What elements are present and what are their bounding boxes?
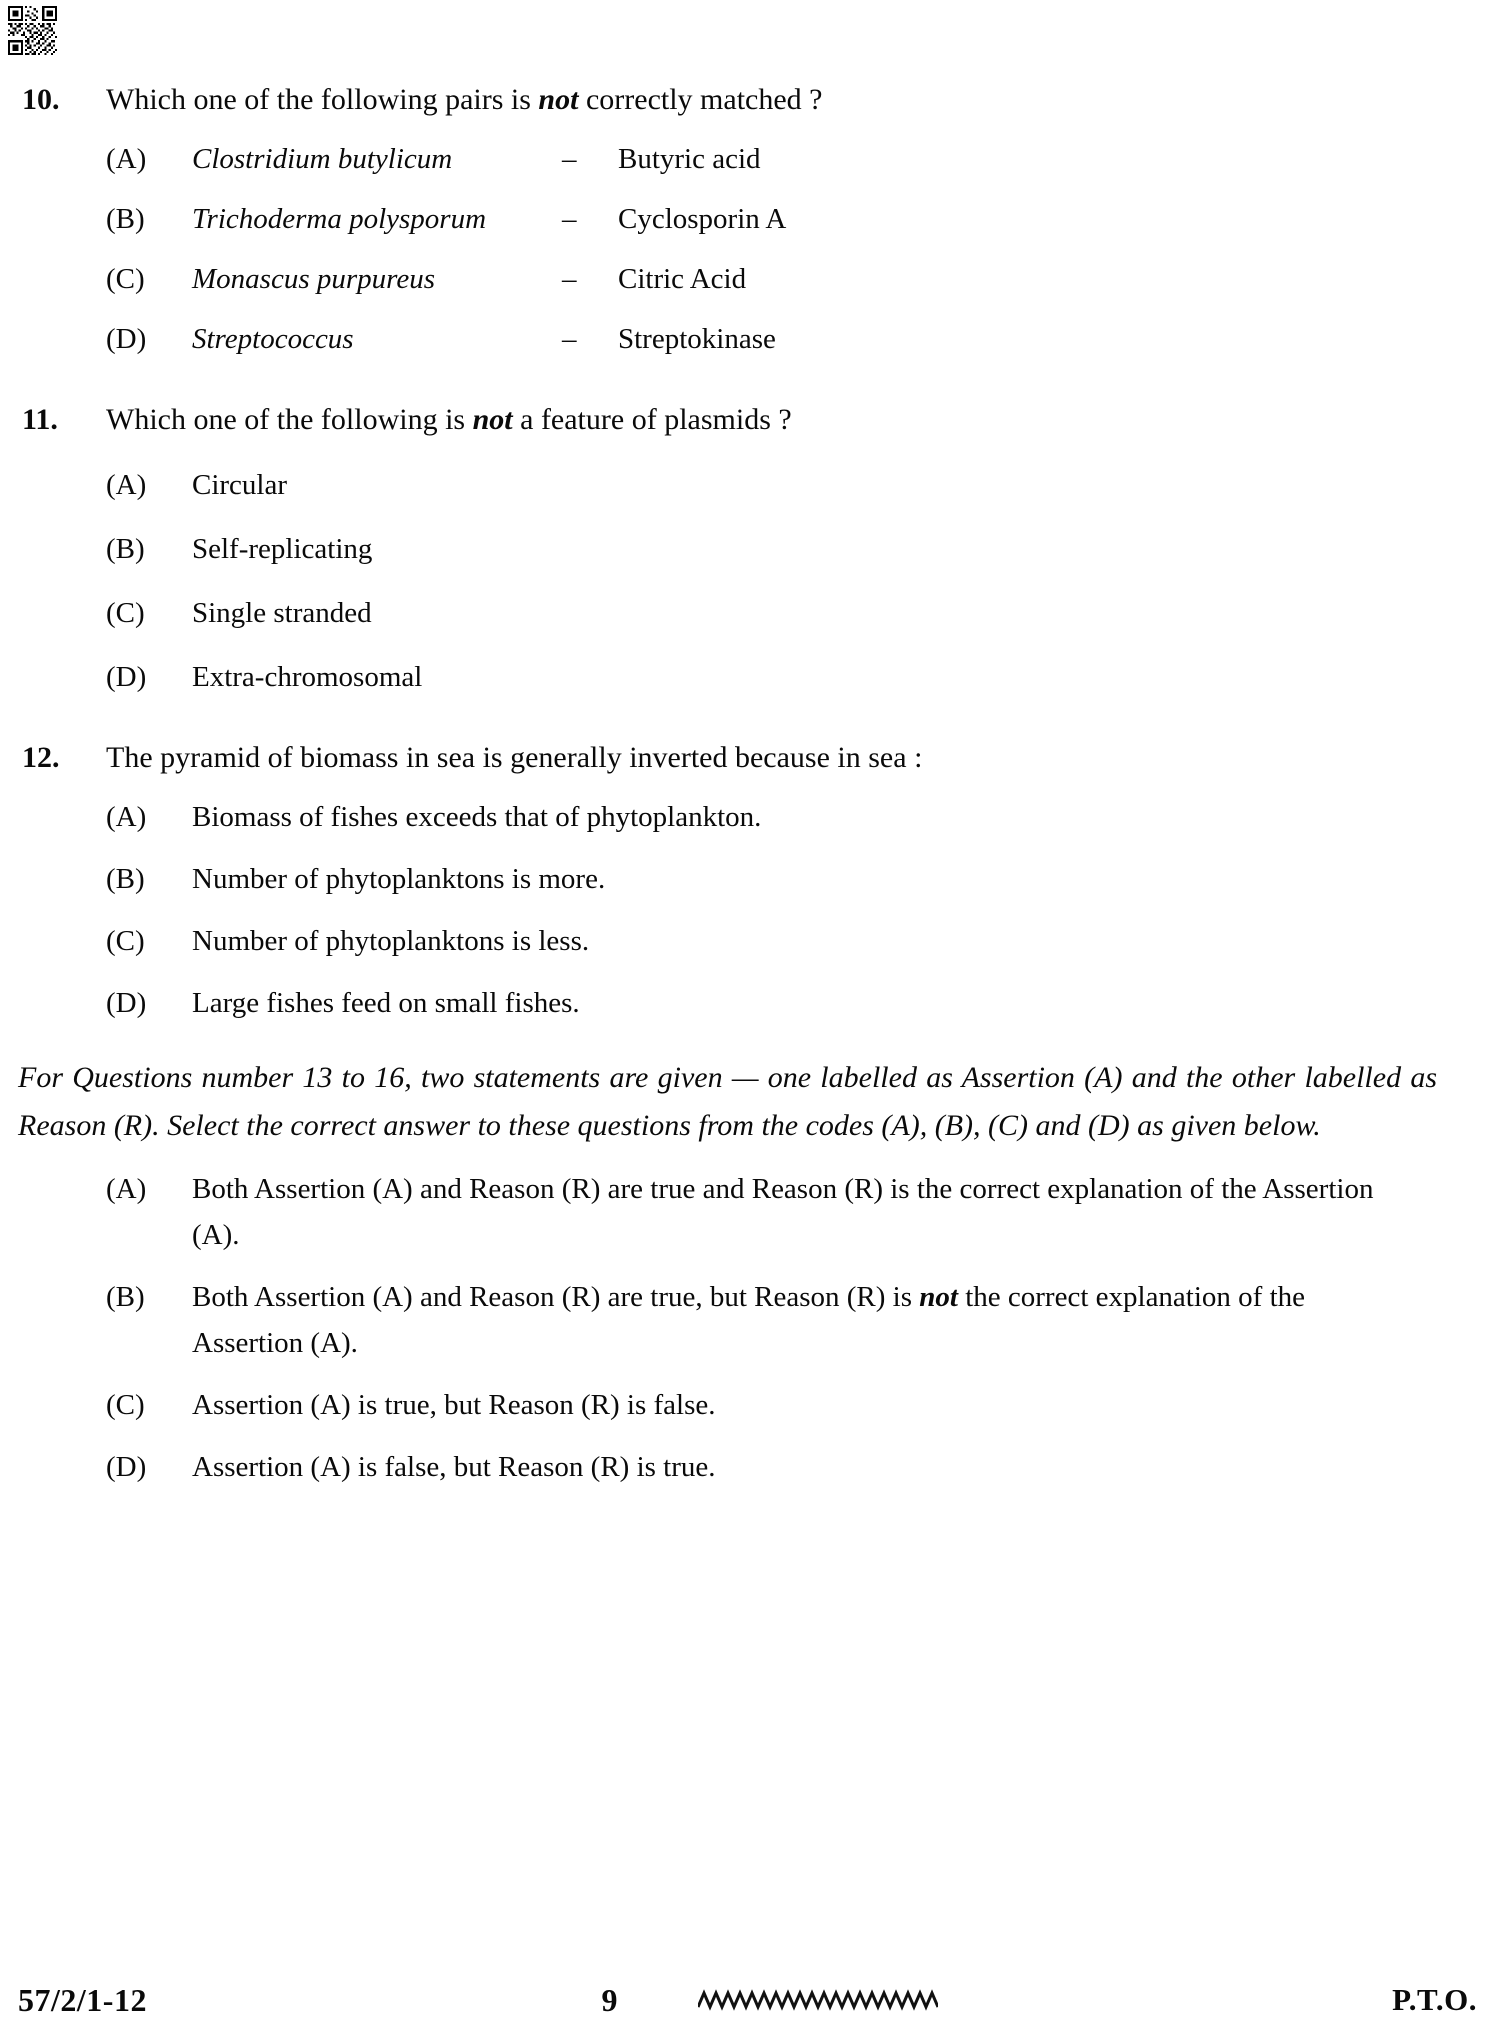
question-stem-row <box>18 736 1445 780</box>
question-stem <box>106 398 1445 442</box>
question-block-11 <box>18 398 1445 698</box>
option-product: Butyric acid <box>618 143 761 175</box>
question-number: 11. <box>22 403 58 436</box>
code-text-part-1: Assertion (A) is false, but Reason (R) is true. <box>192 1451 716 1483</box>
code-option-text <box>192 1382 1445 1428</box>
option-row[interactable] <box>18 528 1445 570</box>
code-option-text <box>192 1274 1445 1366</box>
option-label: (D) <box>106 987 147 1019</box>
option-label: (B) <box>106 203 145 235</box>
qr-code-icon <box>8 6 70 68</box>
option-product: Citric Acid <box>618 263 747 295</box>
question-list <box>0 78 1505 1506</box>
option-row[interactable] <box>18 858 1445 900</box>
option-row[interactable] <box>18 982 1445 1024</box>
code-option-row[interactable] <box>18 1382 1445 1428</box>
option-label: (C) <box>106 263 145 295</box>
pair-dash: – <box>562 263 577 295</box>
code-text-emphasis: not <box>919 1281 958 1313</box>
pair-dash: – <box>562 323 577 355</box>
question-stem-row <box>18 78 1445 122</box>
code-option-label: (A) <box>106 1173 147 1205</box>
option-label: (D) <box>106 323 147 355</box>
option-label: (D) <box>106 661 147 693</box>
option-organism: Trichoderma polysporum <box>192 203 487 235</box>
code-option-row[interactable] <box>18 1444 1445 1490</box>
code-option-label: (C) <box>106 1389 145 1421</box>
option-organism: Monascus purpureus <box>192 263 436 295</box>
option-row[interactable] <box>18 920 1445 962</box>
option-label: (C) <box>106 925 145 957</box>
option-text: Single stranded <box>192 597 372 629</box>
options-11 <box>18 464 1445 698</box>
code-option-text <box>192 1444 1445 1490</box>
stem-part-1: Which one of the following is <box>106 403 473 436</box>
stem-emphasis: not <box>472 403 513 436</box>
option-product: Cyclosporin A <box>618 203 787 235</box>
assertion-reason-instruction: For Questions number 13 to 16, two statements are given — one labelled as Assertion (A) and the other labelled as Reason (R). Select the correct answer to these questions from the codes (A), (B), (C) and (D) as given below. <box>18 1061 1437 1142</box>
zigzag-rule-icon <box>698 1987 938 2013</box>
option-label: (A) <box>106 143 147 175</box>
option-label: (A) <box>106 801 147 833</box>
code-option-row[interactable] <box>18 1166 1445 1258</box>
option-row[interactable] <box>18 464 1445 506</box>
option-label: (A) <box>106 469 147 501</box>
option-row[interactable] <box>18 318 1445 360</box>
question-block-12 <box>18 736 1445 1024</box>
code-text-part-1: Both Assertion (A) and Reason (R) are true and Reason (R) is the correct explanation of the Assertion (A). <box>192 1173 1374 1251</box>
question-stem <box>106 736 1445 780</box>
question-stem-row <box>18 398 1445 442</box>
option-text: Circular <box>192 469 288 501</box>
question-block-10 <box>18 78 1445 360</box>
option-row[interactable] <box>18 796 1445 838</box>
stem-part-2: correctly matched ? <box>578 83 823 116</box>
code-option-label: (B) <box>106 1281 145 1313</box>
code-option-text <box>192 1166 1445 1258</box>
code-option-label: (D) <box>106 1451 147 1483</box>
page-footer <box>0 1972 1505 2028</box>
option-row[interactable] <box>18 656 1445 698</box>
option-row[interactable] <box>18 198 1445 240</box>
option-label: (C) <box>106 597 145 629</box>
question-stem <box>106 78 1445 122</box>
code-option-row[interactable] <box>18 1274 1445 1366</box>
page-number: 9 <box>601 1981 618 2018</box>
option-text: Biomass of fishes exceeds that of phytoplankton. <box>192 801 762 833</box>
option-row[interactable] <box>18 138 1445 180</box>
option-product: Streptokinase <box>618 323 776 355</box>
option-row[interactable] <box>18 258 1445 300</box>
code-options-list <box>18 1166 1445 1490</box>
stem-part-2: a feature of plasmids ? <box>512 403 792 436</box>
option-text: Large fishes feed on small fishes. <box>192 987 580 1019</box>
option-organism: Clostridium butylicum <box>192 143 453 175</box>
option-text: Self-replicating <box>192 533 373 565</box>
option-row[interactable] <box>18 592 1445 634</box>
question-number: 10. <box>22 83 60 116</box>
options-12 <box>18 796 1445 1024</box>
options-10 <box>18 138 1445 360</box>
code-text-part-1: Assertion (A) is true, but Reason (R) is false. <box>192 1389 716 1421</box>
code-text-part-2: the correct explanation of the Assertion (A). <box>192 1281 1306 1359</box>
paper-code: 57/2/1-12 <box>18 1981 147 2018</box>
option-text: Number of phytoplanktons is less. <box>192 925 590 957</box>
code-text-part-1: Both Assertion (A) and Reason (R) are true, but Reason (R) is <box>192 1281 920 1313</box>
option-text: Extra-chromosomal <box>192 661 423 693</box>
stem-part-1: The pyramid of biomass in sea is generally inverted because in sea : <box>106 741 923 774</box>
pair-dash: – <box>562 203 577 235</box>
option-label: (B) <box>106 533 145 565</box>
option-label: (B) <box>106 863 145 895</box>
option-organism: Streptococcus <box>192 323 354 355</box>
option-text: Number of phytoplanktons is more. <box>192 863 606 895</box>
stem-emphasis: not <box>538 83 579 116</box>
stem-part-1: Which one of the following pairs is <box>106 83 539 116</box>
footer-center-group <box>147 1982 1392 2019</box>
pto-label: P.T.O. <box>1392 1982 1477 2017</box>
question-number: 12. <box>22 741 60 774</box>
pair-dash: – <box>562 143 577 175</box>
